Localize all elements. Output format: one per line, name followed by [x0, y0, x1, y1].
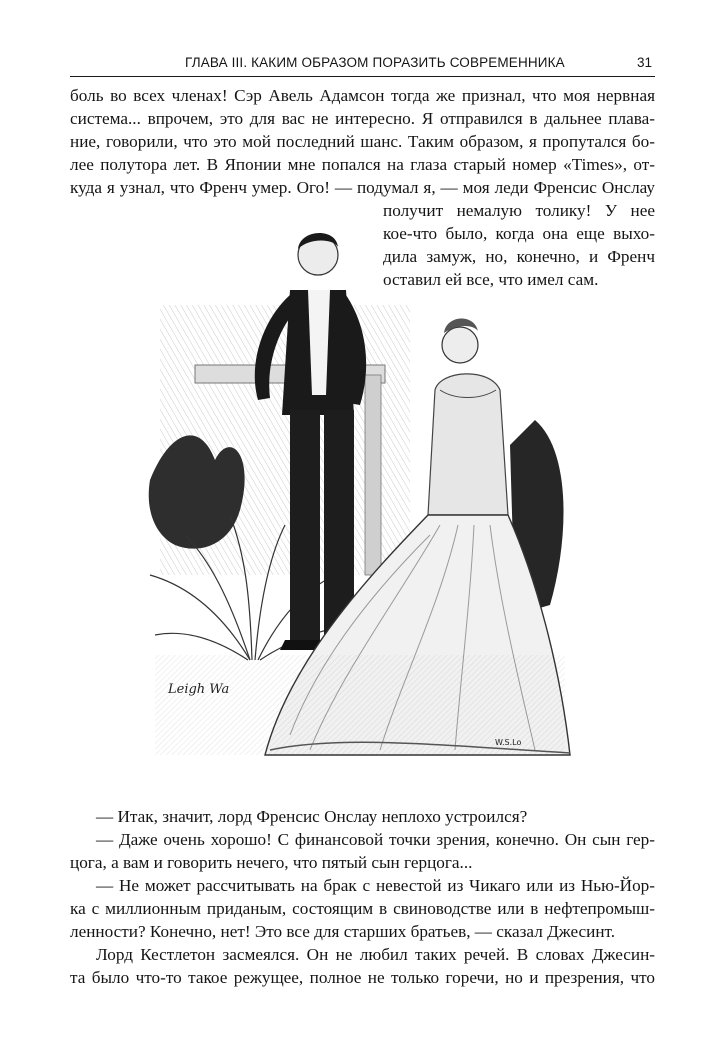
text-line: боль во всех членах! Сэр Авель Адамсон тогда же признал, что моя нервная	[70, 86, 655, 105]
text-line: система... впрочем, это для вас не интересно. Я отправился в дальнее плава-	[70, 109, 655, 128]
text-line: ленности? Конечно, нет! Это все для старших братьев, — сказал Джесинт.	[70, 922, 616, 941]
engraving-illustration	[140, 215, 580, 765]
engraving-drawing	[140, 215, 580, 765]
text-line: куда я узнал, что Френч умер. Ого! — подумал я, — моя леди Френсис Онслау	[70, 178, 655, 197]
text-line-wrapped: получит немалую толику! У нее	[383, 201, 655, 220]
chapter-title: ГЛАВА III. КАКИМ ОБРАЗОМ ПОРАЗИТЬ СОВРЕМЕННИКА	[185, 55, 565, 70]
text-line: ка с миллионным приданым, состоящим в свиноводстве или в нефтепромыш-	[70, 899, 655, 918]
text-line: Лорд Кестлетон засмеялся. Он не любил таких речей. В словах Джесин-	[96, 945, 655, 964]
text-line: — Не может рассчитывать на брак с невестой из Чикаго или из Нью-Йор-	[96, 876, 655, 895]
text-line: лее полутора лет. В Японии мне попался на глаза старый номер «Times», от-	[70, 155, 655, 174]
text-line: цога, а вам и говорить нечего, что пятый сын герцога...	[70, 853, 473, 872]
text-line-wrapped: кое-что было, когда она еще выхо-	[383, 224, 655, 243]
page-number: 31	[636, 55, 652, 70]
engraver-monogram: W.S.Lo	[495, 738, 522, 747]
text-line: та было что-то такое режущее, полное не только горечи, но и презрения, что	[70, 968, 655, 987]
text-line-wrapped: дила замуж, но, конечно, и Френч	[383, 247, 655, 266]
text-line: — Даже очень хорошо! С финансовой точки зрения, конечно. Он сын гер-	[96, 830, 655, 849]
running-header	[70, 52, 655, 77]
text-line: ние, говорили, что это мой последний шанс. Таким образом, я пропутался бо-	[70, 132, 655, 151]
artist-signature: Leigh Wa	[168, 682, 230, 697]
text-line-wrapped: оставил ей все, что имел сам.	[383, 270, 599, 289]
text-line: — Итак, значит, лорд Френсис Онслау неплохо устроился?	[96, 807, 528, 826]
